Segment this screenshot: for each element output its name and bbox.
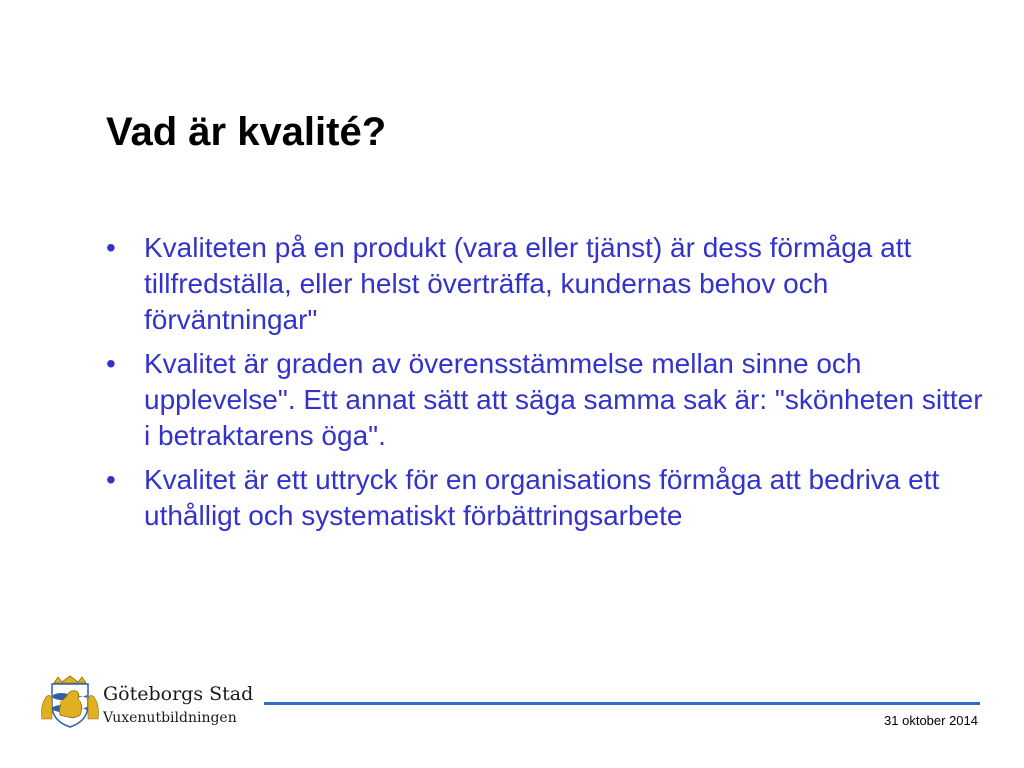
bullet-list — [106, 230, 996, 542]
brand-name: Göteborgs Stad — [103, 683, 254, 705]
bullet-dot-icon: • — [106, 232, 116, 263]
footer-divider — [264, 702, 980, 705]
bullet-text: Kvalitet är graden av överensstämmelse mellan sinne och upplevelse". Ett annat sätt att säga samma sak är: "skönheten sitter i betraktarens öga". — [144, 348, 983, 451]
bullet-dot-icon: • — [106, 348, 116, 379]
brand-subtitle: Vuxenutbildningen — [103, 710, 237, 726]
bullet-text: Kvaliteten på en produkt (vara eller tjänst) är dess förmåga att tillfredställa, eller helst överträffa, kundernas behov och förväntningar" — [144, 232, 912, 335]
goteborg-coat-of-arms-icon — [40, 675, 100, 729]
bullet-text: Kvalitet är ett uttryck för en organisations förmåga att bedriva ett uthålligt och systematiskt förbättringsarbete — [144, 464, 940, 531]
slide-title: Vad är kvalité? — [106, 110, 387, 154]
bullet-item — [106, 230, 996, 338]
bullet-item — [106, 462, 996, 534]
bullet-item — [106, 346, 996, 454]
slide-date: 31 oktober 2014 — [884, 713, 978, 728]
bullet-dot-icon: • — [106, 464, 116, 495]
